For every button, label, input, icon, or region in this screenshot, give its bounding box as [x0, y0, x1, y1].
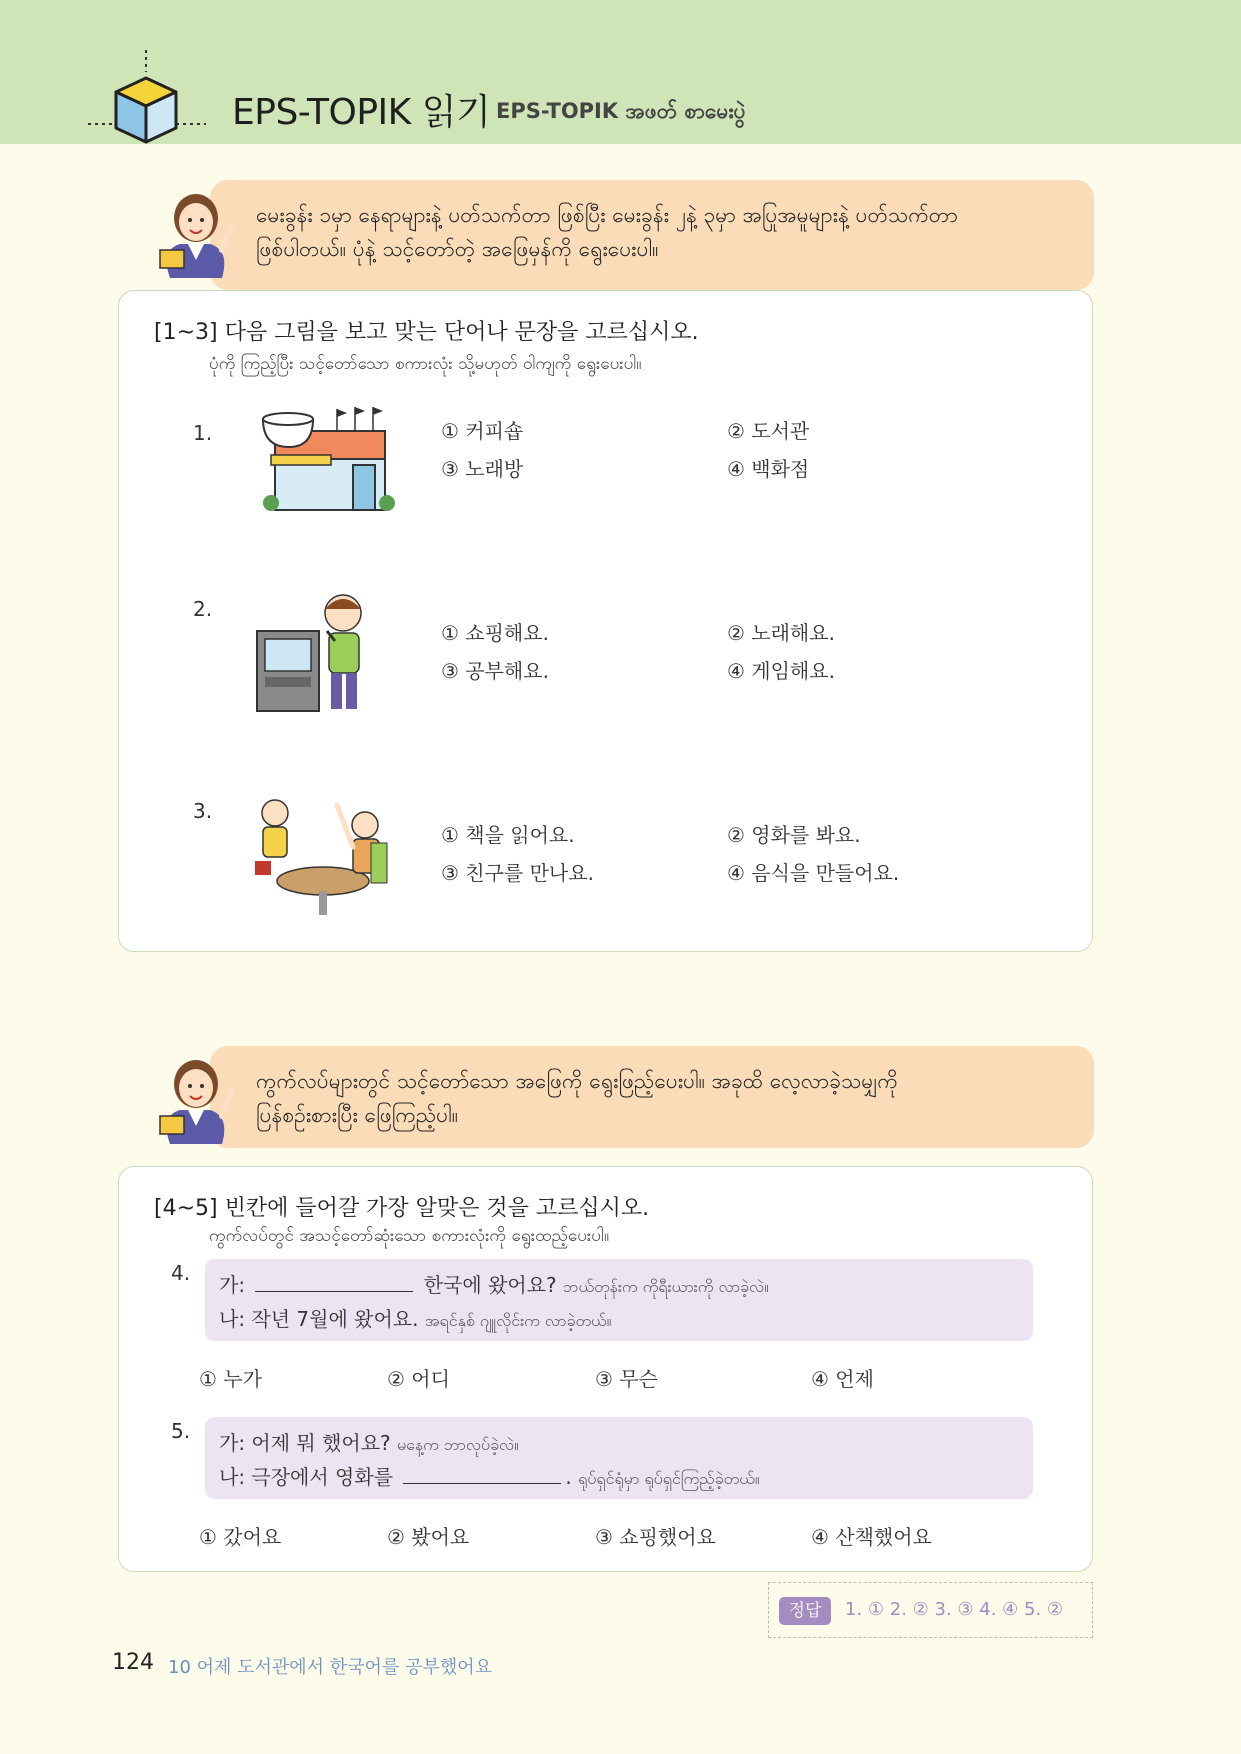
instruction-bubble-1 [150, 180, 1094, 290]
question-subtitle: ကွက်လပ်တွင် အသင့်တော်ဆုံးသော စကားလုံးကို ရွေးထည့်ပေးပါ။ [209, 1226, 610, 1246]
option-2[interactable]: ② 노래해요. [727, 621, 835, 645]
question-title: [1~3] 다음 그림을 보고 맞는 단어나 문장을 고르십시오. [154, 320, 699, 345]
question-number: 4. [171, 1261, 191, 1285]
question-number: 3. [193, 799, 213, 823]
instruction-line-2: ဖြစ်ပါတယ်။ ပုံနဲ့ သင့်တော်တဲ့ အဖြေမှန်ကို ရွေးပေးပါ။ [256, 237, 659, 261]
answer-key [768, 1582, 1093, 1638]
option-1[interactable]: ① 갔어요 [199, 1525, 282, 1549]
dialog-line-2 [219, 1303, 611, 1334]
dialog-line-2 [219, 1461, 760, 1492]
translation-text: အရင်နှစ် ဂျူလိုင်းက လာခဲ့တယ်။ [424, 1311, 612, 1330]
answer-badge: 정답 [779, 1597, 831, 1625]
page-title: EPS-TOPIK 읽기 [232, 92, 491, 133]
question-number: 5. [171, 1419, 191, 1443]
page-subtitle: EPS-TOPIK အဖတ် စာမေးပွဲ [496, 99, 746, 123]
cube-icon [88, 50, 208, 146]
option-1[interactable]: ① 누가 [199, 1367, 262, 1391]
translation-text: ဘယ်တုန်းက ကိုရီးယားကို လာခဲ့လဲ။ [563, 1277, 769, 1296]
option-1[interactable]: ① 쇼핑해요. [441, 621, 549, 645]
instruction-text [256, 1064, 1054, 1132]
question-subtitle: ပုံကို ကြည့်ပြီး သင့်တော်သော စကားလုံး သို့မဟုတ် ဝါကျကို ရွေးပေးပါ။ [209, 354, 642, 374]
dialog-text: 한국에 왔어요? [423, 1273, 557, 1297]
friends-meeting-illustration [253, 791, 393, 921]
dialog-line-1 [219, 1269, 769, 1300]
option-3[interactable]: ③ 무슨 [595, 1367, 658, 1391]
option-2[interactable]: ② 영화를 봐요. [727, 823, 861, 847]
answer-blank [403, 1466, 561, 1484]
dialog-box [205, 1259, 1033, 1341]
speaker-label: 가: [219, 1273, 246, 1297]
option-2[interactable]: ② 봤어요 [387, 1525, 470, 1549]
option-4[interactable]: ④ 게임해요. [727, 659, 835, 683]
answer-text: 1. ① 2. ② 3. ③ 4. ④ 5. ② [845, 1599, 1064, 1620]
translation-text: မနေ့က ဘာလုပ်ခဲ့လဲ။ [397, 1435, 519, 1454]
option-3[interactable]: ③ 공부해요. [441, 659, 549, 683]
option-2[interactable]: ② 도서관 [727, 419, 810, 443]
option-4[interactable]: ④ 백화점 [727, 457, 810, 481]
dialog-box [205, 1417, 1033, 1499]
page-number: 124 [112, 1650, 154, 1675]
option-1[interactable]: ① 책을 읽어요. [441, 823, 575, 847]
translation-text: ရုပ်ရှင်ရုံမှာ ရုပ်ရှင်ကြည့်ခဲ့တယ်။ [578, 1469, 760, 1488]
dialog-text: 가: 어제 뭐 했어요? [219, 1431, 391, 1455]
instruction-text [256, 198, 1054, 266]
dialog-text: . [565, 1465, 572, 1489]
option-4[interactable]: ④ 산책했어요 [811, 1525, 932, 1549]
option-1[interactable]: ① 커피숍 [441, 419, 524, 443]
option-3[interactable]: ③ 노래방 [441, 457, 524, 481]
dialog-text: 나: 극장에서 영화를 [219, 1465, 394, 1489]
question-number: 1. [193, 421, 213, 445]
option-3[interactable]: ③ 친구를 만나요. [441, 861, 594, 885]
answer-blank [255, 1274, 413, 1292]
teacher-icon [150, 1046, 242, 1146]
chapter-title: 10 어제 도서관에서 한국어를 공부했어요 [168, 1657, 492, 1678]
instruction-line-1: ကွက်လပ်များတွင် သင့်တော်သော အဖြေကို ရွေးဖြည့်ပေးပါ။ အခုထိ လေ့လာခဲ့သမျှကို [256, 1069, 898, 1093]
instruction-line-2: ပြန်စဉ်းစားပြီး ဖြေကြည့်ပါ။ [256, 1103, 459, 1127]
option-4[interactable]: ④ 음식을 만들어요. [727, 861, 900, 885]
question-box-4-5 [118, 1166, 1093, 1572]
dialog-line-1 [219, 1427, 519, 1458]
instruction-line-1: မေးခွန်း ၁မှာ နေရာများနဲ့ ပတ်သက်တာ ဖြစ်ပြီး မေးခွန်း ၂နဲ့ ၃မှာ အပြုအမူများနဲ့ ပတ်သက်တာ [256, 203, 958, 227]
question-number: 2. [193, 597, 213, 621]
coffee-shop-illustration [255, 395, 395, 515]
karaoke-illustration [253, 591, 383, 721]
question-box-1-3 [118, 290, 1093, 952]
teacher-icon [150, 180, 242, 280]
option-4[interactable]: ④ 언제 [811, 1367, 874, 1391]
option-3[interactable]: ③ 쇼핑했어요 [595, 1525, 716, 1549]
option-2[interactable]: ② 어디 [387, 1367, 450, 1391]
dialog-text: 나: 작년 7월에 왔어요. [219, 1307, 419, 1331]
instruction-bubble-2 [150, 1046, 1094, 1148]
question-title: [4~5] 빈칸에 들어갈 가장 알맞은 것을 고르십시오. [154, 1196, 650, 1221]
